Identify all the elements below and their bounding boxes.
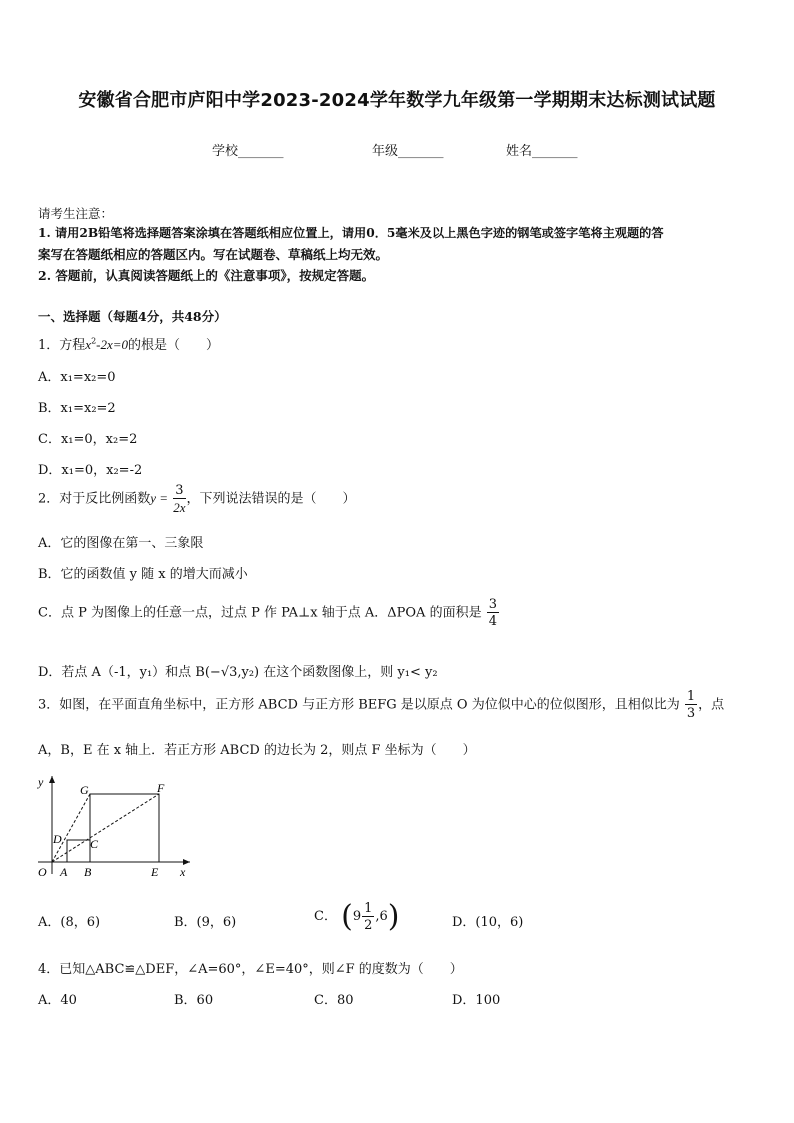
q3-option-c bbox=[314, 899, 400, 934]
q2-option-d: D．若点 A（-1，y₁）和点 B(−√3,y₂) 在这个函数图像上，则 y₁< y₂ bbox=[38, 665, 438, 680]
q3-option-b: B．(9，6) bbox=[174, 915, 237, 930]
label-a: A bbox=[60, 865, 68, 879]
question-1 bbox=[38, 334, 219, 353]
label-e: E bbox=[151, 865, 159, 879]
grade-field: 年级_______ bbox=[372, 144, 444, 159]
dashed-line-og bbox=[52, 794, 90, 862]
question-3-line-1 bbox=[38, 690, 724, 720]
q2-stem-post: ，下列说法错误的是（ ） bbox=[186, 491, 356, 507]
q4-option-c: C．80 bbox=[314, 993, 354, 1008]
q2-c-fraction bbox=[487, 598, 499, 628]
square-befg bbox=[90, 794, 159, 862]
notice-line-1b: 案写在答题纸相应的答题区内。写在试题卷、草稿纸上均无效。 bbox=[38, 247, 389, 262]
y-axis-arrow bbox=[49, 776, 55, 783]
q3-line1-post: ，点 bbox=[698, 697, 725, 713]
q3-option-a: A．(8，6) bbox=[38, 915, 101, 930]
q1-option-b: B．x₁=x₂=2 bbox=[38, 401, 116, 416]
q3-option-d: D．(10，6) bbox=[452, 915, 524, 930]
name-field: 姓名_______ bbox=[506, 144, 578, 159]
question-4: 4．已知△ABC≌△DEF，∠A=60°，∠E=40°，则∠F 的度数为（ ） bbox=[38, 962, 463, 977]
notice-line-1a: 1. 请用2B铅笔将选择题答案涂填在答题纸相应位置上，请用0．5毫米及以上黑色字迹的钢笔或签字笔将主观题的答 bbox=[38, 226, 664, 240]
q2-option-b: B．它的函数值 y 随 x 的增大而减小 bbox=[38, 567, 248, 582]
label-c: C bbox=[90, 837, 99, 851]
q3-line1-pre: 3．如图，在平面直角坐标中，正方形 ABCD 与正方形 BEFG 是以原点 O 为位似中心的位似图形，且相似比为 bbox=[38, 697, 680, 713]
q4-option-a: A．40 bbox=[38, 993, 77, 1008]
school-field: 学校_______ bbox=[212, 144, 284, 159]
q3-c-whole: 9 bbox=[352, 909, 362, 924]
notice-heading: 请考生注意： bbox=[38, 206, 114, 221]
q3-ratio-fraction bbox=[685, 690, 697, 720]
q1-option-d: D．x₁=0，x₂=-2 bbox=[38, 463, 143, 478]
q2-func-lhs: y = bbox=[150, 490, 169, 506]
q1-stem-post: 的根是（ ） bbox=[128, 338, 220, 353]
question-3-line-2: A，B，E 在 x 轴上．若正方形 ABCD 的边长为 2，则点 F 坐标为（ ） bbox=[38, 743, 476, 758]
q1-eq-b: -2x=0 bbox=[96, 337, 129, 352]
q3-figure bbox=[30, 770, 200, 882]
q2-frac-num: 3 bbox=[175, 483, 184, 498]
q2-c-num: 3 bbox=[488, 597, 497, 612]
q4-option-b: B．60 bbox=[174, 993, 214, 1008]
q4-option-d: D．100 bbox=[452, 993, 501, 1008]
square-abcd bbox=[67, 840, 90, 862]
q1-option-c: C．x₁=0，x₂=2 bbox=[38, 432, 138, 447]
dashed-line-of bbox=[52, 794, 159, 862]
q3-ratio-den: 3 bbox=[686, 706, 696, 721]
q3-c-fraction bbox=[362, 902, 374, 932]
q3-c-right-paren: ) bbox=[387, 899, 400, 934]
label-b: B bbox=[84, 865, 92, 879]
q1-option-a: A．x₁=x₂=0 bbox=[38, 370, 116, 385]
q3-c-left-paren: ( bbox=[341, 899, 353, 934]
q2-c-text: C．点 P 为图像上的任意一点，过点 P 作 PA⊥x 轴于点 A．ΔPOA 的面积是 bbox=[38, 605, 482, 621]
q3-c-label: C． bbox=[314, 909, 337, 924]
q2-stem-pre: 2．对于反比例函数 bbox=[38, 491, 151, 507]
label-d: D bbox=[53, 832, 62, 846]
label-x: x bbox=[180, 865, 186, 879]
section-heading: 一、选择题（每题4分，共48分） bbox=[38, 309, 227, 324]
label-o: O bbox=[38, 865, 47, 879]
q2-option-a: A．它的图像在第一、三象限 bbox=[38, 536, 204, 551]
q2-option-c bbox=[38, 598, 500, 628]
label-f: F bbox=[157, 781, 165, 795]
page-title: 安徽省合肥市庐阳中学2023-2024学年数学九年级第一学期期末达标测试试题 bbox=[78, 90, 716, 111]
q3-c-den: 2 bbox=[364, 917, 373, 933]
q1-eq-a: x bbox=[85, 337, 92, 352]
q3-c-post: ,6 bbox=[375, 909, 388, 924]
label-y: y bbox=[38, 775, 44, 789]
notice-line-2: 2. 答题前，认真阅读答题纸上的《注意事项》，按规定答题。 bbox=[38, 268, 375, 283]
q3-c-num: 1 bbox=[364, 900, 373, 916]
q1-eq-sup: 2 bbox=[91, 336, 97, 346]
q1-stem-pre: 1．方程 bbox=[38, 338, 86, 353]
q2-frac-den: 2x bbox=[173, 500, 186, 515]
label-g: G bbox=[80, 783, 89, 797]
q3-ratio-num: 1 bbox=[686, 689, 696, 704]
q2-fraction bbox=[173, 484, 185, 514]
q2-c-den: 4 bbox=[488, 614, 497, 629]
question-2 bbox=[38, 484, 356, 514]
